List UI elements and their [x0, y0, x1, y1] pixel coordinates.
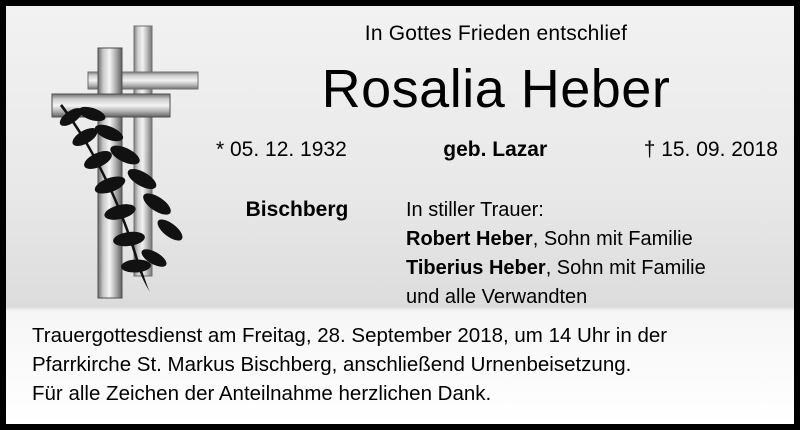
service-line: Für alle Zeichen der Anteilnahme herzlichen Dank.: [32, 382, 492, 405]
deceased-name: Rosalia Heber: [321, 59, 671, 119]
life-dates: [202, 138, 792, 162]
place-name: Bischberg: [245, 198, 349, 221]
mourner-entry: [406, 225, 706, 254]
mourner-entry: [406, 254, 706, 283]
service-line: Trauergottesdienst am Freitag, 28. September 2018, um 14 Uhr in der: [32, 324, 668, 347]
mourner-name: Robert Heber: [406, 228, 533, 250]
death-date: † 15. 09. 2018: [643, 138, 778, 161]
mourners-closing: und alle Verwandten: [406, 286, 588, 308]
obituary-upper-section: [6, 6, 794, 312]
mourner-name: Tiberius Heber: [406, 257, 546, 279]
mourner-relation: , Sohn mit Familie: [545, 257, 706, 279]
service-line: Pfarrkirche St. Markus Bischberg, anschließend Urnenbeisetzung.: [32, 353, 632, 376]
mourners-block: [406, 196, 706, 312]
mourner-relation: , Sohn mit Familie: [532, 228, 693, 250]
cross-with-laurel-branch-icon: [26, 20, 226, 305]
maiden-name: geb. Lazar: [443, 138, 548, 161]
intro-line: In Gottes Frieden entschlief: [364, 22, 628, 45]
mourning-intro: In stiller Trauer:: [406, 199, 544, 221]
service-details: [6, 321, 794, 424]
birth-date: * 05. 12. 1932: [216, 138, 347, 161]
